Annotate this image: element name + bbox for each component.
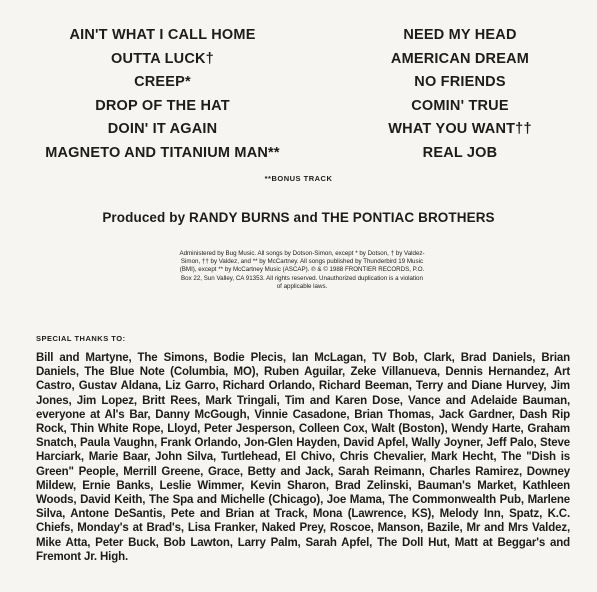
- special-thanks-text: Bill and Martyne, The Simons, Bodie Plecis, Ian McLagan, TV Bob, Clark, Brad Daniels, Brian Daniels, The Blue Note (Columbia, MO), Ruben Aguilar, Zeke Villanueva, Dennis Hernandez, Art Castro, Gustav Aldana, Liz Garro, Richard Orlando, Richard Beeman, Terry and Diane Hurvey, Jim Jones, Jim Lopez, Britt Rees, Mark Tringali, Tim and Karen Dose, Vance and Adelaide Bauman, everyone at Al's Bar, Danny McGough, Vinnie Casadone, Brian Thomas, Jack Gardner, Dash Rip Rock, Thin White Rope, Lloyd, Peter Jesperson, Colleen Cox, Walt (Boston), Wendy Harte, Graham Snatch, Paula Vaughn, Frank Orlando, Jon-Glen Hayden, David Apfel, Wally Joyner, Jeff Palo, Steve Harciark, Marie Baar, John Silva, Turtlehead, El Chivo, Chris Chevalier, Mark Hecht, The "Dish is Green" People, Merrill Greene, Grace, Betty and Jack, Sarah Reimann, Charles Ramirez, Downey Mildew, Ernie Banks, Leslie Wimmer, Kevin Sharon, Brad Zelinski, Bauman's Market, Kathleen Woods, David Keith, The Spa and Michelle (Chicago), Joe Mama, The Commonwealth Pub, Marlene Silva, Antone DeSantis, Pete and Brian at Track, Mona (Lawrence, KS), Melody Inn, Spatz, K.C. Chiefs, Monday's at Brad's, Lisa Franker, Naked Prey, Roscoe, Manson, Bazile, Mr and Mrs Valdez, Mike Atta, Peter Buck, Bob Lawton, Larry Palm, Sarah Apfel, The Doll Hut, Matt at Beggar's and Fremont Jr. High.: [36, 352, 570, 563]
- track-column-right: [360, 24, 560, 166]
- track-title: DOIN' IT AGAIN: [107, 121, 218, 138]
- track-title: AIN'T WHAT I CALL HOME: [69, 27, 256, 43]
- track-title: OUTTA LUCK†: [111, 50, 214, 67]
- special-thanks-heading: SPECIAL THANKS TO:: [36, 334, 126, 343]
- track-title: NO FRIENDS: [414, 74, 506, 91]
- track-title: CREEP*: [134, 74, 191, 91]
- track-title: MAGNETO AND TITANIUM MAN**: [45, 144, 280, 161]
- track-title: DROP OF THE HAT: [95, 97, 230, 114]
- track-title: NEED MY HEAD: [403, 27, 517, 43]
- producer-credit: Produced by RANDY BURNS and THE PONTIAC BROTHERS: [102, 210, 495, 225]
- track-list: [0, 24, 597, 164]
- track-column-left: [40, 24, 285, 166]
- track-title: WHAT YOU WANT††: [388, 121, 532, 138]
- legal-notice: Administered by Bug Music. All songs by Dotson-Simon, except * by Dotson, † by Valdez-Simon, †† by Valdez, and ** by McCartney. All songs published by Thunderbird 19 Music (BMI), except ** by McCartney Music (ASCAP). ℗ & © 1988 FRONTIER RECORDS, P.O. Box 22, Sun Valley, CA 91353. All rights reserved. Unauthorized duplication is a violation of applicable laws.: [179, 250, 425, 290]
- track-title: AMERICAN DREAM: [390, 50, 530, 67]
- bonus-track-note: **BONUS TRACK: [264, 174, 333, 183]
- track-title: COMIN' TRUE: [411, 97, 509, 114]
- track-title: REAL JOB: [422, 144, 498, 161]
